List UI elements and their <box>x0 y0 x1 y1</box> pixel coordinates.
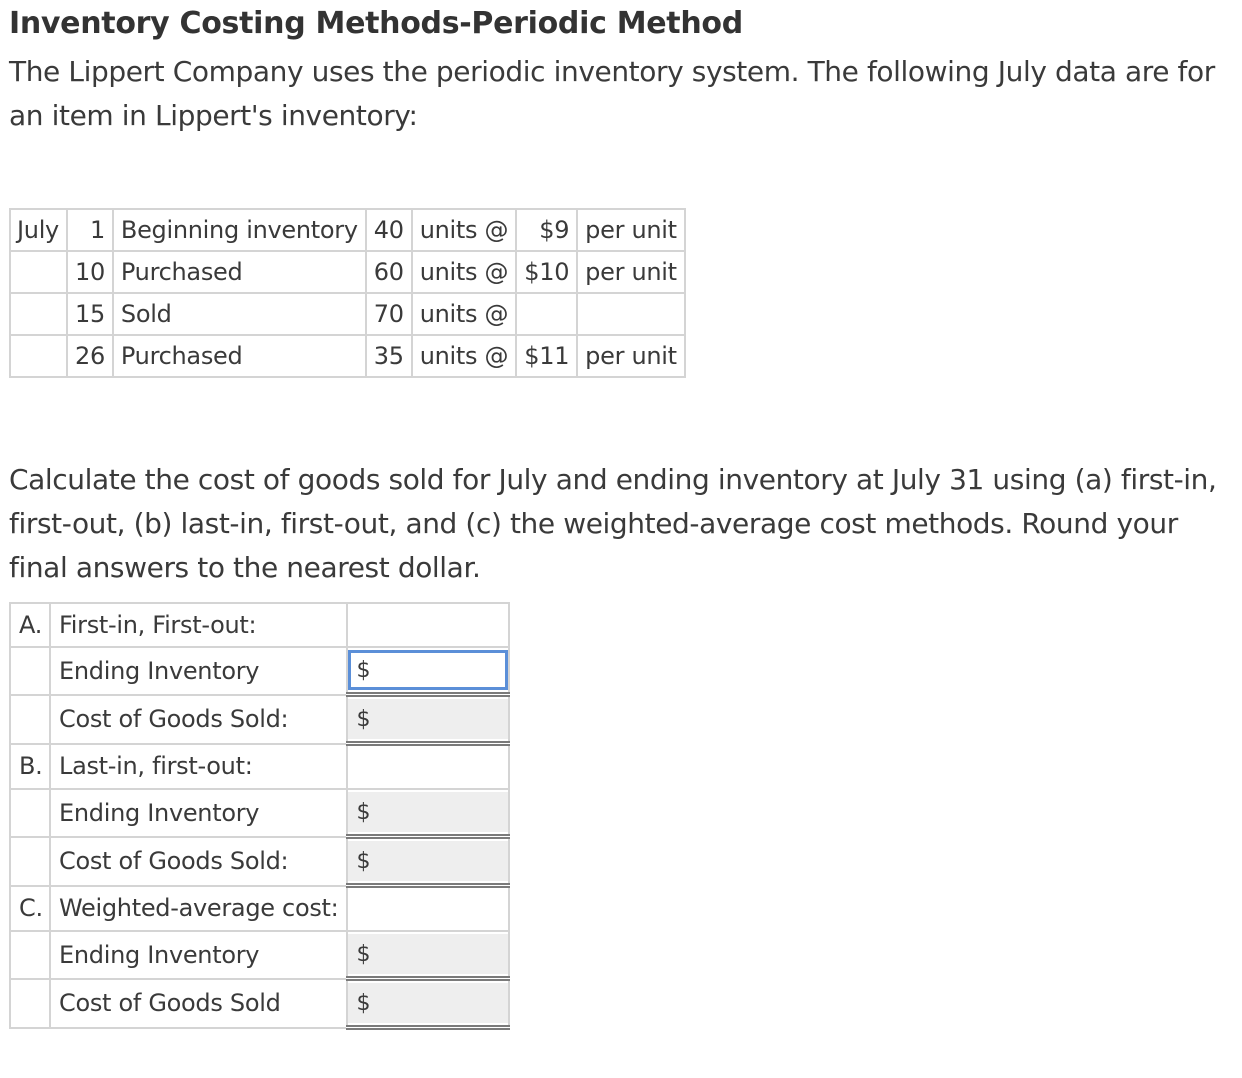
month-cell <box>10 335 67 377</box>
section-heading: First-in, First-out: <box>50 603 347 647</box>
section-letter: A. <box>10 603 50 647</box>
lifo-cogs-field[interactable] <box>348 841 508 881</box>
lifo-ending-inventory-input[interactable] <box>374 799 498 826</box>
answer-label: Cost of Goods Sold: <box>50 695 347 744</box>
per-unit-cell: per unit <box>577 209 685 251</box>
answer-row <box>10 979 509 1028</box>
quantity-cell: 60 <box>366 251 412 293</box>
problem-intro: The Lippert Company uses the periodic inventory system. The following July data are for an item in Lippert's inventory: <box>9 55 1215 132</box>
section-header-row <box>10 744 509 790</box>
units-label-cell: units @ <box>412 335 517 377</box>
empty-cell <box>347 886 509 932</box>
price-cell <box>516 293 577 335</box>
empty-cell <box>10 931 50 979</box>
description-cell: Sold <box>113 293 366 335</box>
answer-cell <box>347 931 509 979</box>
units-label-cell: units @ <box>412 251 517 293</box>
answer-label: Cost of Goods Sold <box>50 979 347 1028</box>
description-cell: Purchased <box>113 335 366 377</box>
dollar-sign: $ <box>356 799 371 825</box>
dollar-sign: $ <box>356 706 371 732</box>
month-cell: July <box>10 209 67 251</box>
fifo-cogs-field[interactable] <box>348 699 508 739</box>
day-cell: 1 <box>67 209 113 251</box>
quantity-cell: 35 <box>366 335 412 377</box>
price-cell: $9 <box>516 209 577 251</box>
section-letter: C. <box>10 886 50 932</box>
wac-ending-inventory-input[interactable] <box>374 941 498 968</box>
section-heading: Last-in, first-out: <box>50 744 347 790</box>
day-cell: 15 <box>67 293 113 335</box>
per-unit-cell <box>577 293 685 335</box>
inventory-row <box>10 209 685 251</box>
day-cell: 26 <box>67 335 113 377</box>
answer-row <box>10 837 509 886</box>
empty-cell <box>10 647 50 695</box>
wac-ending-inventory-field[interactable] <box>348 934 508 974</box>
answer-table <box>9 602 510 1030</box>
section-letter: B. <box>10 744 50 790</box>
dollar-sign: $ <box>356 848 371 874</box>
answer-row <box>10 647 509 695</box>
price-cell: $10 <box>516 251 577 293</box>
section-heading: Weighted-average cost: <box>50 886 347 932</box>
answer-cell <box>347 979 509 1028</box>
per-unit-cell: per unit <box>577 251 685 293</box>
answer-cell <box>347 837 509 886</box>
inventory-data-table <box>9 208 686 378</box>
question-text: Calculate the cost of goods sold for July and ending inventory at July 31 using (a) first-in, first-out, (b) last-in, first-out, and (c) the weighted-average cost methods. Round your final answers to the nearest dollar. <box>9 463 1217 584</box>
wac-cogs-input[interactable] <box>374 990 498 1017</box>
answer-row <box>10 789 509 837</box>
inventory-row <box>10 293 685 335</box>
answer-label: Ending Inventory <box>50 647 347 695</box>
lifo-cogs-input[interactable] <box>374 848 498 875</box>
fifo-cogs-input[interactable] <box>374 706 498 733</box>
dollar-sign: $ <box>356 990 371 1016</box>
answer-cell <box>347 695 509 744</box>
fifo-ending-inventory-input[interactable] <box>374 657 498 684</box>
quantity-cell: 70 <box>366 293 412 335</box>
description-cell: Beginning inventory <box>113 209 366 251</box>
answer-cell <box>347 647 509 695</box>
dollar-sign: $ <box>356 657 371 683</box>
section-header-row <box>10 886 509 932</box>
answer-row <box>10 931 509 979</box>
empty-cell <box>10 695 50 744</box>
page-title: Inventory Costing Methods-Periodic Method <box>9 6 743 41</box>
answer-label: Ending Inventory <box>50 789 347 837</box>
units-label-cell: units @ <box>412 293 517 335</box>
empty-cell <box>10 979 50 1028</box>
empty-cell <box>10 837 50 886</box>
quantity-cell: 40 <box>366 209 412 251</box>
section-header-row <box>10 603 509 647</box>
empty-cell <box>10 789 50 837</box>
price-cell: $11 <box>516 335 577 377</box>
description-cell: Purchased <box>113 251 366 293</box>
answer-label: Cost of Goods Sold: <box>50 837 347 886</box>
wac-cogs-field[interactable] <box>348 983 508 1023</box>
per-unit-cell: per unit <box>577 335 685 377</box>
fifo-ending-inventory-field[interactable] <box>348 650 508 690</box>
dollar-sign: $ <box>356 941 371 967</box>
lifo-ending-inventory-field[interactable] <box>348 792 508 832</box>
answer-label: Ending Inventory <box>50 931 347 979</box>
month-cell <box>10 293 67 335</box>
day-cell: 10 <box>67 251 113 293</box>
units-label-cell: units @ <box>412 209 517 251</box>
empty-cell <box>347 744 509 790</box>
answer-row <box>10 695 509 744</box>
inventory-row <box>10 251 685 293</box>
inventory-row <box>10 335 685 377</box>
empty-cell <box>347 603 509 647</box>
month-cell <box>10 251 67 293</box>
answer-cell <box>347 789 509 837</box>
